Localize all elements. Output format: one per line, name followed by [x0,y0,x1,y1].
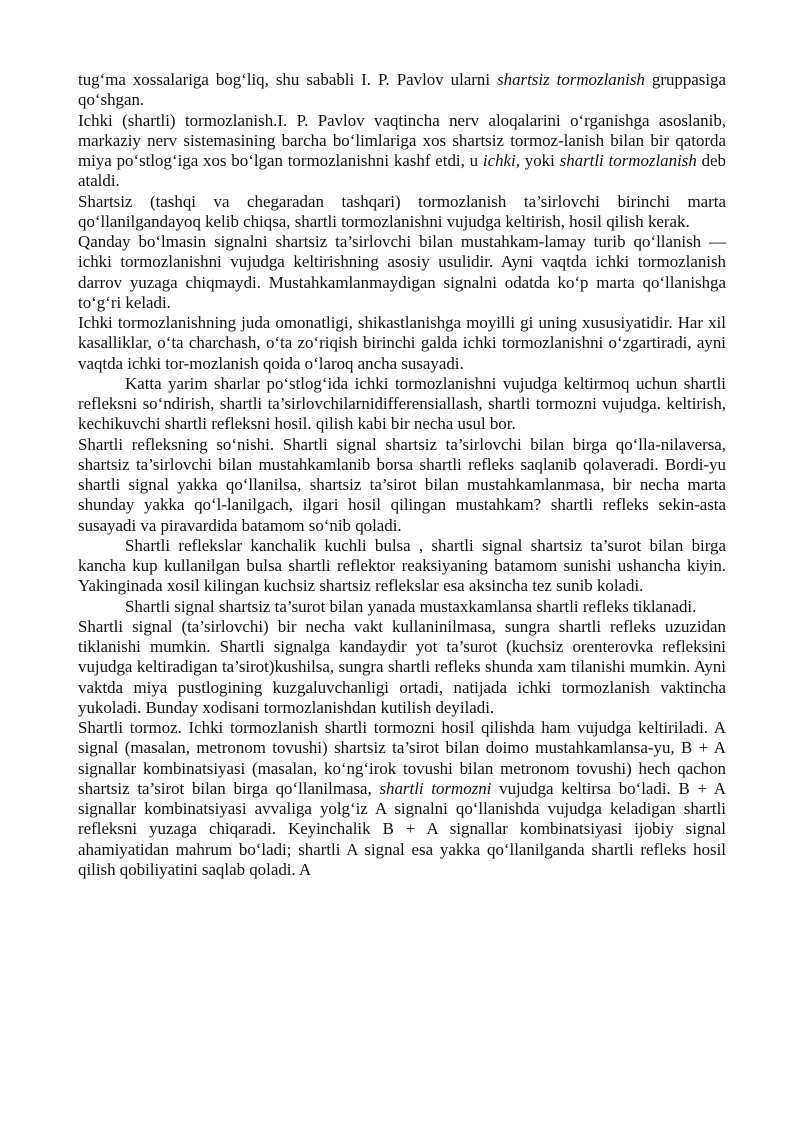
text-run: Shartli reflekslar kanchalik kuchli bulsa , shartli signal shartsiz ta’surot bilan birga kancha kup kullanilgan bulsa shartli reflektor reaksiyaning batamom sunishi ushancha kiyin. Yakinginada xosil kilingan kuchsiz shartsiz reflekslar esa aksincha tez sunib koladi. [78,535,726,596]
italic-text-run: shartli tormozni [379,778,492,798]
text-run: gruppasiga qo‘shgan. [78,70,726,110]
paragraph-8 [78,536,726,597]
text-run: Qanday bo‘lmasin signalni shartsiz ta’sirlovchi bilan mustahkam-lamay turib qo‘llanish — ichki tormozlanishni vujudga keltirishning asosiy usulidir. Ayni vaqtda ichki tormozlanish darrov yuzaga chiqmaydi. Mustahkamlanmaydigan signalni odatda ko‘p marta qo‘llanishga to‘g‘ri keladi. [78,232,726,312]
paragraph-5 [78,313,726,374]
text-run: Shartli tormoz. Ichki tormozlanish shartli tormozni hosil qilishda ham vujudga keltiriladi. A signal (masalan, metronom tovushi) shartsiz ta’sirot bilan doimo mustahkamlansa-yu, B + A signallar kombinatsiyasi (masalan, ko‘ng‘irok tovushi bilan metronom tovushi) hech qachon shartsiz ta’sirot bilan birga qo‘llanilmasa, [78,718,726,798]
text-run: deb ataldi. [78,151,726,191]
italic-text-run: shartsiz tormozlanish [497,70,645,89]
text-run: Shartli signal shartsiz ta’surot bilan yanada mustaxkamlansa shartli refleks tiklanadi. [125,596,697,616]
text-run: yoki [519,151,560,170]
paragraph-3 [78,192,726,233]
text-run: vujudga keltirsa bo‘ladi. B + A signallar kombinatsiyasi avvaliga yolg‘iz A signalni qo‘llanishda vujudga keladigan shartli refleksni yuzaga chiqaradi. Keyinchalik B + A signallar kombinatsiyasi ijobiy signal ahamiyatidan mahrum bo‘ladi; shartli A signal esa yakka qo‘llanilganda shartli refleks hosil qilish qobiliyatini saqlab qoladi. A [78,778,727,879]
italic-text-run: shartli tormozlanish [559,151,697,170]
document-page [78,70,726,880]
italic-text-run: ichki, [482,151,520,170]
paragraph-9 [78,597,726,617]
paragraph-11 [78,718,726,880]
text-run: Katta yarim sharlar po‘stlog‘ida ichki tormozlanishni vujudga keltirmoq uchun shartli refleksni so‘ndirish, shartli ta’sirlovchilarnidifferensiallash, shartli tormozni vujudga. keltirish, kechikuvchi shartli refleksni hosil. qilish kabi bir necha usul bor. [78,373,726,434]
paragraph-7 [78,435,726,536]
paragraph-6 [78,374,726,435]
text-run: Shartli refleksning so‘nishi. Shartli signal shartsiz ta’sirlovchi bilan birga qo‘lla-nilaversa, shartsiz ta’sirlovchi bilan mustahkamlanib borsa shartli refleks saqlanib qolaveradi. Bordi-yu shartli signal yakka qo‘llanilsa, shartsiz ta’sirot bilan mustahkamlanmasa, bir necha marta shunday yakka qo‘l-lanilgach, ilgari hosil qilingan mustahkam? shartli refleks sekin-asta susayadi va piravardida batamom so‘nib qoladi. [78,434,726,535]
text-run: Shartsiz (tashqi va chegaradan tashqari) tormozlanish ta’sirlovchi birinchi marta qo‘llanilgandayoq kelib chiqsa, shartli tormozlanishni vujudga keltirish, hosil qilish kerak. [78,191,726,231]
text-run: tug‘ma xossalariga bog‘liq, shu sababli I. P. Pavlov ularni [78,70,498,89]
paragraph-10 [78,617,726,718]
text-run: Ichki tormozlanishning juda omonatligi, shikastlanishga moyilli gi uning xususiyatidir. Har xil kasalliklar, o‘ta charchash, o‘ta zo‘riqish birinchi galda ichki tormozlanishni o‘zgartiradi, ayni vaqtda ichki tor-mozlanish qoida o‘laroq ancha susayadi. [78,313,726,373]
paragraph-4 [78,232,726,313]
paragraph-1 [78,70,726,111]
paragraph-2 [78,111,726,192]
text-run: Ichki (shartli) tormozlanish.I. P. Pavlov vaqtincha nerv aloqalarini o‘rganishga asoslanib, markaziy nerv sistemasining barcha bo‘limlariga xos shartsiz tormoz-lanish bilan bir qatorda miya po‘stlog‘iga xos bo‘lgan tormozlanishni kashf etdi, u [78,110,726,170]
text-run: Shartli signal (ta’sirlovchi) bir necha vakt kullaninilmasa, sungra shartli refleks uzuzidan tiklanishi mumkin. Shartli signalga kandaydir yot ta’surot (kuchsiz orenterovka refleksini vujudga keltiradigan ta’sirot)kushilsa, sungra shartli refleks shunda xam tilanishi mumkin. Ayni vaktda miya pustlogining kuzgaluvchanligi ortadi, natijada ichki tormozlanish vaktincha yukoladi. Bunday xodisani tormozlanishdan kutilish deyiladi. [78,616,726,717]
